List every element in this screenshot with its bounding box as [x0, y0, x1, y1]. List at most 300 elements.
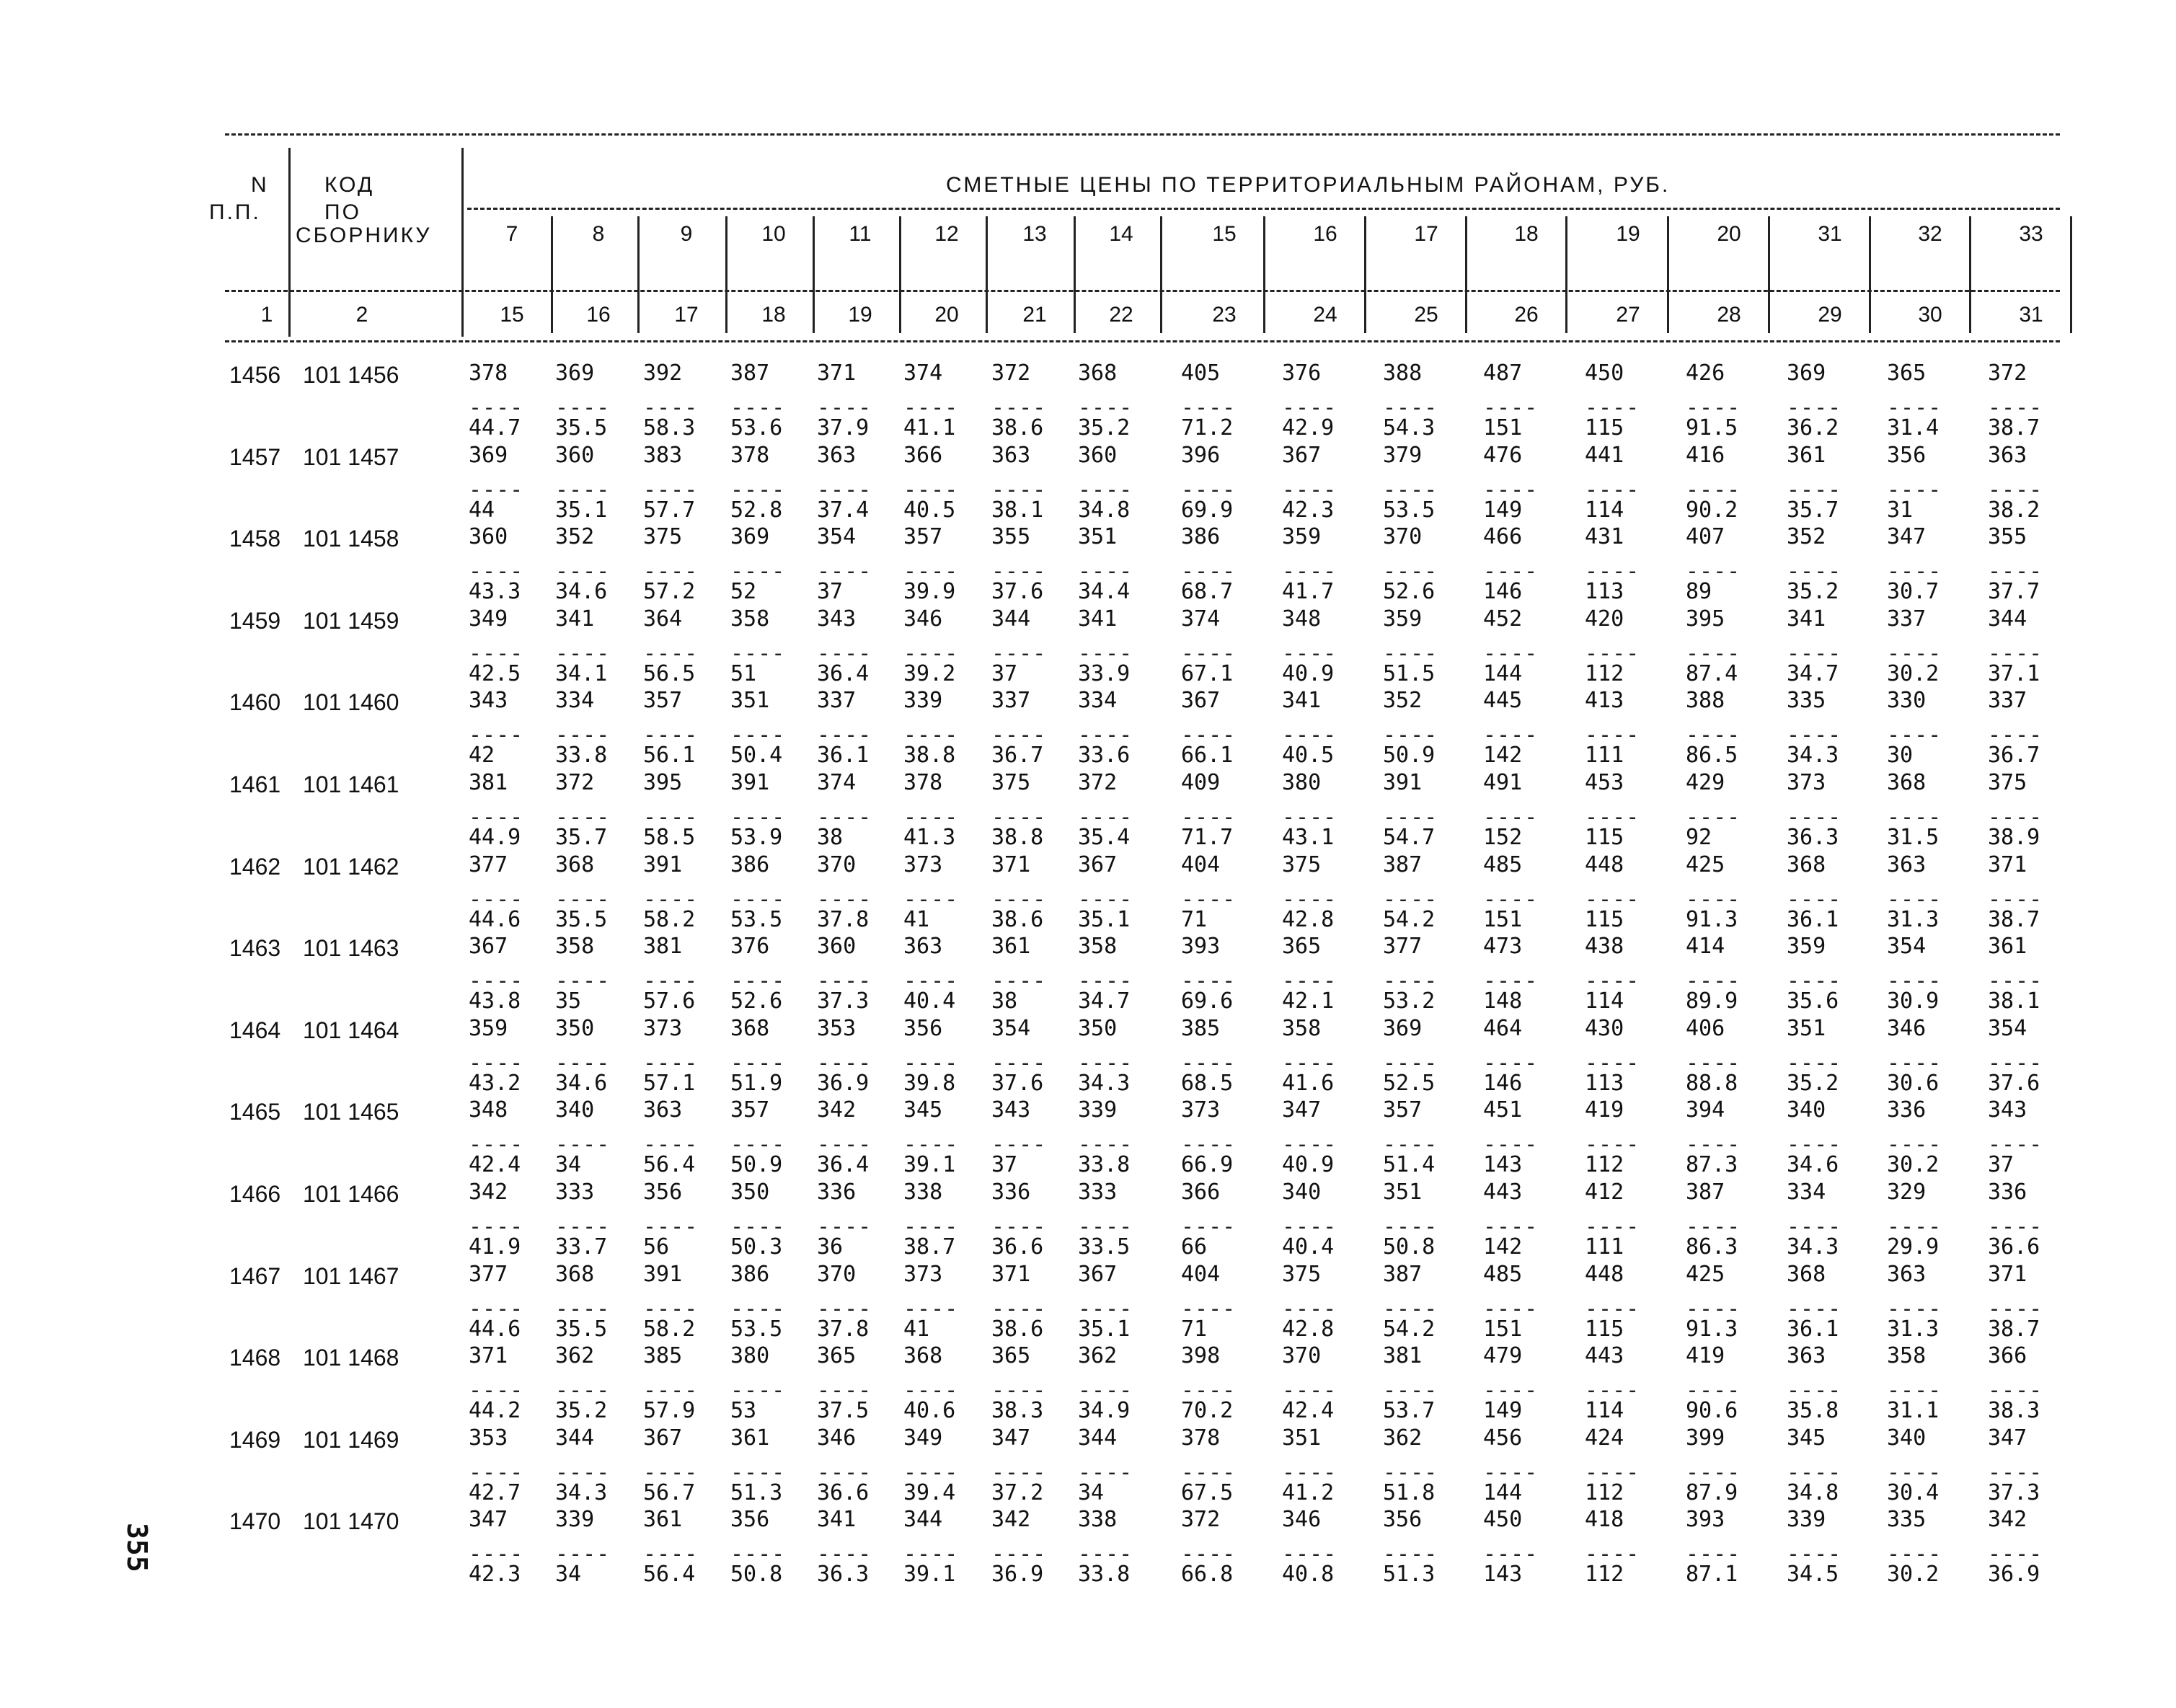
index-value: 52.8 — [730, 497, 783, 523]
price-value: 340 — [1282, 1180, 1322, 1205]
price-cell — [991, 524, 1071, 605]
price-cell — [1887, 1507, 1966, 1588]
fraction-bar: ---- — [643, 477, 699, 503]
price-cell — [555, 1180, 634, 1260]
price-value: 426 — [1686, 360, 1725, 386]
column-number: 30 — [1918, 303, 1942, 327]
price-cell — [817, 770, 896, 851]
fraction-bar: ---- — [1483, 722, 1539, 748]
index-value: 67.5 — [1181, 1479, 1234, 1505]
index-value: 53.6 — [730, 415, 783, 441]
price-value: 368 — [1787, 851, 1826, 877]
index-value: 39.1 — [903, 1562, 956, 1588]
fraction-bar: ---- — [1181, 1050, 1237, 1076]
code-label-2: ПО — [324, 200, 361, 224]
fraction-bar: ---- — [1483, 395, 1539, 420]
price-cell — [1585, 360, 1664, 441]
index-value: 31.3 — [1887, 1316, 1940, 1342]
index-value: 91.5 — [1686, 415, 1738, 441]
fraction-bar: ---- — [730, 477, 786, 503]
index-value: 34.5 — [1787, 1562, 1839, 1588]
price-value: 357 — [730, 1097, 770, 1123]
price-cell — [1686, 688, 1765, 769]
fraction-bar: ---- — [991, 1541, 1047, 1567]
fraction-bar: ---- — [469, 1132, 524, 1158]
index-value: 36.9 — [817, 1070, 870, 1096]
index-value: 91.3 — [1686, 1316, 1738, 1342]
price-value: 340 — [1887, 1425, 1927, 1451]
index-value: 40.8 — [1282, 1562, 1335, 1588]
price-value: 345 — [1787, 1425, 1826, 1451]
index-value: 114 — [1585, 497, 1624, 523]
price-value: 391 — [643, 1261, 683, 1287]
fraction-bar: ---- — [555, 559, 611, 585]
price-value: 369 — [730, 524, 770, 550]
index-value: 33.8 — [1078, 1152, 1131, 1178]
region-divider — [551, 216, 553, 333]
index-value: 143 — [1483, 1152, 1523, 1178]
price-value: 473 — [1483, 934, 1523, 960]
index-value: 144 — [1483, 660, 1523, 686]
price-cell — [1383, 852, 1462, 933]
price-cell — [1078, 606, 1157, 687]
price-value: 340 — [1787, 1097, 1826, 1123]
price-cell — [643, 606, 722, 687]
index-value: 42.8 — [1282, 1316, 1335, 1342]
index-value: 41.6 — [1282, 1070, 1335, 1096]
index-value: 56 — [643, 1234, 670, 1260]
fraction-bar: ---- — [1988, 1050, 2043, 1076]
fraction-bar: ---- — [555, 1378, 611, 1404]
price-value: 336 — [1887, 1097, 1927, 1123]
fraction-bar: ---- — [1585, 1132, 1640, 1158]
row-code: 101 1459 — [303, 607, 399, 634]
price-cell — [1282, 852, 1361, 933]
price-value: 361 — [730, 1425, 770, 1451]
price-value: 353 — [817, 1015, 857, 1041]
price-cell — [1887, 1262, 1966, 1342]
num-label-2: П.П. — [209, 200, 261, 224]
index-value: 39.1 — [903, 1152, 956, 1178]
price-value: 338 — [1078, 1507, 1118, 1533]
row-number: 1465 — [229, 1099, 281, 1125]
price-cell — [903, 1507, 983, 1588]
row-number: 1458 — [229, 526, 281, 552]
price-value: 393 — [1181, 934, 1221, 960]
fraction-bar: ---- — [1787, 559, 1842, 585]
index-value: 37.6 — [1988, 1070, 2040, 1096]
price-value: 424 — [1585, 1425, 1624, 1451]
region-divider — [986, 216, 988, 333]
row-code: 101 1467 — [303, 1262, 399, 1289]
price-cell — [643, 1180, 722, 1260]
price-cell — [1887, 360, 1966, 441]
price-value: 476 — [1483, 442, 1523, 468]
price-cell — [1686, 1016, 1765, 1097]
fraction-bar: ---- — [643, 1378, 699, 1404]
price-value: 351 — [1383, 1180, 1423, 1205]
index-value: 51.5 — [1383, 660, 1436, 686]
price-cell — [555, 1262, 634, 1342]
index-value: 92 — [1686, 825, 1712, 850]
price-value: 377 — [1383, 934, 1423, 960]
index-value: 42.1 — [1282, 988, 1335, 1014]
index-value: 50.9 — [730, 1152, 783, 1178]
fraction-bar: ---- — [1686, 477, 1741, 503]
index-value: 88.8 — [1686, 1070, 1738, 1096]
price-cell — [643, 1097, 722, 1178]
index-value: 38.3 — [1988, 1398, 2040, 1424]
fraction-bar: ---- — [1078, 1541, 1133, 1567]
price-value: 375 — [991, 770, 1031, 795]
price-cell — [469, 1016, 548, 1097]
fraction-bar: ---- — [1078, 968, 1133, 994]
price-cell — [1483, 852, 1562, 933]
fraction-bar: ---- — [1988, 805, 2043, 830]
price-value: 395 — [643, 770, 683, 795]
price-cell — [1686, 852, 1765, 933]
fraction-bar: ---- — [1282, 1541, 1337, 1567]
price-cell — [1988, 1097, 2067, 1178]
price-cell — [1686, 1343, 1765, 1424]
column-number-rule — [225, 290, 2060, 292]
index-value: 52 — [730, 579, 757, 605]
price-cell — [555, 360, 634, 441]
index-value: 87.1 — [1686, 1562, 1738, 1588]
price-cell — [555, 443, 634, 523]
price-cell — [1181, 1262, 1260, 1342]
price-value: 344 — [903, 1507, 943, 1533]
price-value: 361 — [991, 934, 1031, 960]
price-cell — [1988, 360, 2067, 441]
price-cell — [643, 1507, 722, 1588]
price-cell — [469, 1180, 548, 1260]
fraction-bar: ---- — [1988, 1541, 2043, 1567]
region-divider — [1667, 216, 1669, 333]
row-code: 101 1462 — [303, 853, 399, 880]
price-cell — [1078, 1262, 1157, 1342]
price-value: 441 — [1585, 442, 1624, 468]
fraction-bar: ---- — [903, 1050, 959, 1076]
price-cell — [1585, 1425, 1664, 1506]
index-value: 42.4 — [469, 1152, 521, 1178]
price-cell — [1787, 688, 1866, 769]
index-value: 35.4 — [1078, 825, 1131, 850]
index-value: 86.5 — [1686, 743, 1738, 769]
price-value: 351 — [1078, 524, 1118, 550]
index-value: 37.9 — [817, 415, 870, 441]
fraction-bar: ---- — [469, 1378, 524, 1404]
fraction-bar: ---- — [903, 1541, 959, 1567]
fraction-bar: ---- — [1078, 1132, 1133, 1158]
price-cell — [730, 1097, 810, 1178]
price-cell — [1282, 688, 1361, 769]
fraction-bar: ---- — [1787, 722, 1842, 748]
price-cell — [991, 770, 1071, 851]
fraction-bar: ---- — [1078, 1214, 1133, 1239]
index-value: 111 — [1585, 1234, 1624, 1260]
price-cell — [643, 443, 722, 523]
index-value: 71.2 — [1181, 415, 1234, 441]
region-header: 15 — [1212, 222, 1237, 246]
price-value: 363 — [991, 442, 1031, 468]
fraction-bar: ---- — [1585, 559, 1640, 585]
fraction-bar: ---- — [903, 477, 959, 503]
fraction-bar: ---- — [1887, 1459, 1942, 1485]
fraction-bar: ---- — [1887, 1296, 1942, 1322]
fraction-bar: ---- — [903, 805, 959, 830]
price-cell — [1686, 770, 1765, 851]
index-value: 38.7 — [1988, 906, 2040, 932]
index-value: 37.3 — [817, 988, 870, 1014]
fraction-bar: ---- — [991, 1132, 1047, 1158]
price-value: 347 — [1988, 1425, 2027, 1451]
index-value: 34.6 — [555, 1070, 608, 1096]
price-cell — [991, 688, 1071, 769]
index-value: 53 — [730, 1398, 757, 1424]
top-rule — [225, 133, 2060, 136]
price-cell — [991, 934, 1071, 1014]
price-value: 347 — [469, 1507, 508, 1533]
fraction-bar: ---- — [1383, 395, 1438, 420]
price-value: 425 — [1686, 1261, 1725, 1287]
price-cell — [817, 852, 896, 933]
fraction-bar: ---- — [817, 1378, 872, 1404]
fraction-bar: ---- — [1181, 1132, 1237, 1158]
price-cell — [1585, 1507, 1664, 1588]
region-header-rule — [467, 208, 2060, 210]
price-cell — [1483, 934, 1562, 1014]
price-cell — [1181, 770, 1260, 851]
price-cell — [1383, 524, 1462, 605]
index-value: 50.8 — [1383, 1234, 1436, 1260]
price-value: 370 — [817, 851, 857, 877]
price-cell — [730, 443, 810, 523]
price-cell — [643, 1343, 722, 1424]
fraction-bar: ---- — [903, 559, 959, 585]
fraction-bar: ---- — [991, 805, 1047, 830]
index-value: 34.1 — [555, 660, 608, 686]
fraction-bar: ---- — [1988, 640, 2043, 666]
price-cell — [1787, 1262, 1866, 1342]
price-value: 357 — [643, 688, 683, 714]
price-value: 339 — [1078, 1097, 1118, 1123]
region-header: 20 — [1717, 222, 1741, 246]
price-value: 376 — [730, 934, 770, 960]
price-value: 360 — [469, 524, 508, 550]
price-cell — [903, 1262, 983, 1342]
price-cell — [1988, 1507, 2067, 1588]
index-value: 35.6 — [1787, 988, 1839, 1014]
fraction-bar: ---- — [730, 805, 786, 830]
index-value: 112 — [1585, 1562, 1624, 1588]
index-value: 144 — [1483, 1479, 1523, 1505]
index-value: 38.6 — [991, 1316, 1044, 1342]
region-divider — [1465, 216, 1467, 333]
price-value: 334 — [1078, 688, 1118, 714]
row-code: 101 1457 — [303, 443, 399, 470]
price-cell — [1787, 1343, 1866, 1424]
index-value: 34.6 — [555, 579, 608, 605]
fraction-bar: ---- — [1078, 640, 1133, 666]
index-value: 113 — [1585, 579, 1624, 605]
price-cell — [1787, 443, 1866, 523]
price-value: 372 — [1988, 360, 2027, 386]
fraction-bar: ---- — [1282, 1050, 1337, 1076]
index-value: 70.2 — [1181, 1398, 1234, 1424]
index-value: 36 — [817, 1234, 844, 1260]
column-number: 21 — [1022, 303, 1047, 327]
price-cell — [1483, 524, 1562, 605]
index-value: 30.2 — [1887, 1152, 1940, 1178]
region-header: 19 — [1616, 222, 1640, 246]
price-cell — [1988, 1262, 2067, 1342]
price-value: 342 — [817, 1097, 857, 1123]
price-value: 466 — [1483, 524, 1523, 550]
price-value: 363 — [1787, 1343, 1826, 1369]
price-value: 351 — [730, 688, 770, 714]
fraction-bar: ---- — [1383, 722, 1438, 748]
price-cell — [1383, 606, 1462, 687]
price-value: 342 — [991, 1507, 1031, 1533]
index-value: 66.1 — [1181, 743, 1234, 769]
price-cell — [1887, 852, 1966, 933]
price-cell — [1585, 852, 1664, 933]
index-value: 51 — [730, 660, 757, 686]
price-value: 340 — [555, 1097, 595, 1123]
index-value: 112 — [1585, 1479, 1624, 1505]
num-label: N — [251, 173, 269, 197]
fraction-bar: ---- — [1585, 1541, 1640, 1567]
fraction-bar: ---- — [817, 1214, 872, 1239]
index-value: 68.5 — [1181, 1070, 1234, 1096]
price-value: 373 — [903, 1261, 943, 1287]
price-cell — [1483, 1343, 1562, 1424]
price-cell — [991, 1507, 1071, 1588]
price-cell — [1585, 934, 1664, 1014]
index-value: 36.4 — [817, 660, 870, 686]
price-cell — [1383, 934, 1462, 1014]
fraction-bar: ---- — [555, 1050, 611, 1076]
price-value: 350 — [730, 1180, 770, 1205]
row-number: 1462 — [229, 853, 281, 880]
price-value: 336 — [817, 1180, 857, 1205]
index-value: 41 — [903, 906, 930, 932]
price-cell — [730, 1180, 810, 1260]
price-value: 378 — [1181, 1425, 1221, 1451]
price-value: 386 — [730, 1261, 770, 1287]
index-value: 114 — [1585, 988, 1624, 1014]
fraction-bar: ---- — [643, 640, 699, 666]
index-value: 58.2 — [643, 1316, 696, 1342]
price-cell — [1686, 524, 1765, 605]
price-value: 349 — [469, 606, 508, 632]
index-value: 42 — [469, 743, 495, 769]
fraction-bar: ---- — [1282, 640, 1337, 666]
fraction-bar: ---- — [1686, 886, 1741, 912]
price-value: 365 — [1887, 360, 1927, 386]
price-cell — [1483, 1262, 1562, 1342]
price-cell — [817, 524, 896, 605]
index-value: 37.6 — [991, 1070, 1044, 1096]
row-code: 101 1461 — [303, 771, 399, 797]
fraction-bar: ---- — [817, 722, 872, 748]
fraction-bar: ---- — [1686, 1296, 1741, 1322]
price-value: 419 — [1585, 1097, 1624, 1123]
price-value: 386 — [730, 851, 770, 877]
price-value: 337 — [1988, 688, 2027, 714]
price-cell — [1988, 443, 2067, 523]
index-value: 71 — [1181, 906, 1208, 932]
fraction-bar: ---- — [1383, 1050, 1438, 1076]
price-cell — [903, 688, 983, 769]
fraction-bar: ---- — [991, 395, 1047, 420]
price-value: 368 — [730, 1015, 770, 1041]
fraction-bar: ---- — [1383, 1378, 1438, 1404]
price-cell — [1787, 1507, 1866, 1588]
fraction-bar: ---- — [1686, 1378, 1741, 1404]
price-cell — [1988, 852, 2067, 933]
price-cell — [1181, 360, 1260, 441]
index-value: 90.2 — [1686, 497, 1738, 523]
index-value: 41.2 — [1282, 1479, 1335, 1505]
fraction-bar: ---- — [1383, 1214, 1438, 1239]
price-cell — [1383, 770, 1462, 851]
price-cell — [1483, 606, 1562, 687]
fraction-bar: ---- — [1078, 477, 1133, 503]
fraction-bar: ---- — [1887, 1214, 1942, 1239]
price-value: 373 — [1787, 770, 1826, 795]
price-value: 348 — [1282, 606, 1322, 632]
region-header: 13 — [1022, 222, 1047, 246]
price-value: 361 — [643, 1507, 683, 1533]
fraction-bar: ---- — [1282, 1132, 1337, 1158]
fraction-bar: ---- — [1181, 395, 1237, 420]
price-cell — [1282, 1016, 1361, 1097]
fraction-bar: ---- — [1282, 805, 1337, 830]
fraction-bar: ---- — [1686, 1050, 1741, 1076]
index-value: 53.5 — [730, 1316, 783, 1342]
fraction-bar: ---- — [1383, 1296, 1438, 1322]
price-cell — [903, 443, 983, 523]
index-value: 34 — [555, 1152, 582, 1178]
fraction-bar: ---- — [469, 559, 524, 585]
fraction-bar: ---- — [1887, 1541, 1942, 1567]
fraction-bar: ---- — [1181, 1296, 1237, 1322]
fraction-bar: ---- — [991, 968, 1047, 994]
fraction-bar: ---- — [1483, 1132, 1539, 1158]
price-value: 374 — [1181, 606, 1221, 632]
price-cell — [1686, 1262, 1765, 1342]
fraction-bar: ---- — [1483, 1214, 1539, 1239]
fraction-bar: ---- — [991, 1378, 1047, 1404]
price-value: 385 — [1181, 1015, 1221, 1041]
price-value: 346 — [1887, 1015, 1927, 1041]
fraction-bar: ---- — [1787, 1214, 1842, 1239]
price-cell — [1887, 1180, 1966, 1260]
index-value: 30 — [1887, 743, 1914, 769]
price-value: 333 — [1078, 1180, 1118, 1205]
index-value: 36.9 — [1988, 1562, 2040, 1588]
fraction-bar: ---- — [643, 1050, 699, 1076]
fraction-bar: ---- — [1181, 559, 1237, 585]
row-code: 101 1463 — [303, 935, 399, 962]
index-value: 42.8 — [1282, 906, 1335, 932]
price-cell — [903, 1425, 983, 1506]
price-cell — [991, 1180, 1071, 1260]
index-value: 40.5 — [903, 497, 956, 523]
fraction-bar: ---- — [555, 722, 611, 748]
